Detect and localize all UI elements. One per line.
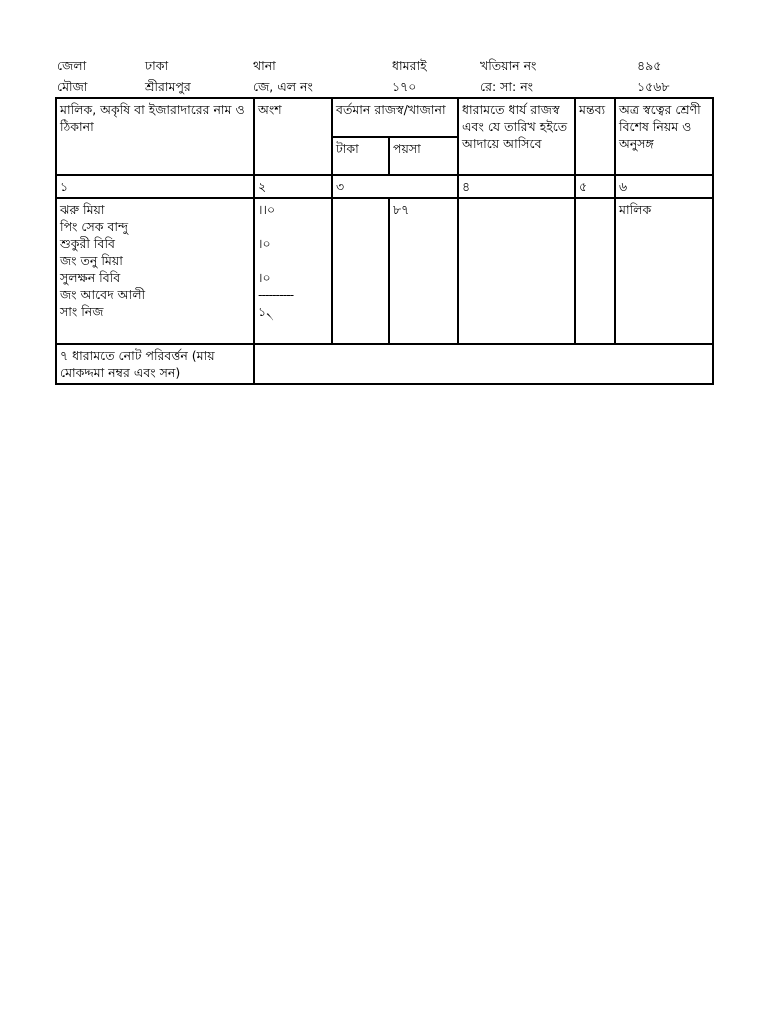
col-number-1: ১ (56, 175, 254, 198)
col-number-2: ২ (254, 175, 332, 198)
khatian-table (55, 97, 714, 385)
khatian-value: ৪৯৫ (637, 58, 662, 73)
res-value: ১৫৬৮ (637, 79, 670, 94)
share-line: ।০ (258, 270, 271, 285)
shares-cell (254, 198, 332, 344)
revenue-header: বর্তমান রাজস্ব/খাজানা (332, 98, 458, 137)
mouza-label: মৌজা (57, 79, 88, 94)
col-number-4: ৪ (458, 175, 575, 198)
poysa-cell: ৮৭ (389, 198, 458, 344)
note-label: ৭ ধারামতে নোট পরিবর্ত্তন (মায় মোকদ্দমা নম্বর এবং সন) (56, 344, 254, 384)
rights-class-header: অত্র স্বত্বের শ্রেণী বিশেষ নিয়ম ও অনুসঙ্গ (615, 98, 713, 175)
jl-value: ১৭০ (392, 79, 417, 94)
owner-line: জং তনু মিয়া (60, 253, 123, 268)
res-label: রে: সা: নং (480, 79, 534, 94)
khatian-label: খতিয়ান নং (480, 58, 537, 73)
col-number-5: ৫ (575, 175, 615, 198)
owner-line: সুলক্ষন বিবি (60, 270, 121, 285)
note-value (254, 344, 713, 384)
owner-line: ঝরু মিয়া (60, 202, 105, 217)
thana-value: ধামরাই (392, 58, 427, 73)
district-value: ঢাকা (145, 58, 169, 73)
share-header: অংশ (254, 98, 332, 175)
owner-line: পিং সেক বান্দু (60, 219, 129, 234)
mouza-value: শ্রীরামপুর (145, 79, 191, 94)
share-line (258, 218, 328, 235)
share-line (258, 252, 328, 269)
owners-cell (56, 198, 254, 344)
owner-line: জং আবেদ আলী (60, 287, 146, 302)
col-number-6: ৬ (615, 175, 713, 198)
district-label: জেলা (57, 58, 87, 73)
remarks-header: মন্তব্য (575, 98, 615, 175)
owner-line: শুকুরী বিবি (60, 236, 115, 251)
jl-label: জে, এল নং (253, 79, 313, 94)
share-total: ১৲ (258, 304, 274, 319)
owner-line: সাং নিজ (60, 304, 104, 319)
taka-header: টাকা (332, 137, 389, 175)
rights-class-cell: মালিক (615, 198, 713, 344)
col-number-3: ৩ (332, 175, 458, 198)
section-revenue-cell (458, 198, 575, 344)
poysa-header: পয়সা (389, 137, 458, 175)
taka-cell (332, 198, 389, 344)
share-line: ।।০ (258, 202, 276, 217)
owner-header: মালিক, অকৃষি বা ইজারাদারের নাম ও ঠিকানা (56, 98, 254, 175)
thana-label: থানা (253, 58, 276, 73)
share-divider: ---------- (258, 287, 294, 302)
remarks-cell (575, 198, 615, 344)
share-line: ।০ (258, 236, 271, 251)
section-revenue-header: ধারামতে ধার্য রাজস্ব এবং যে তারিখ হইতে আদায়ে আসিবে (458, 98, 575, 175)
